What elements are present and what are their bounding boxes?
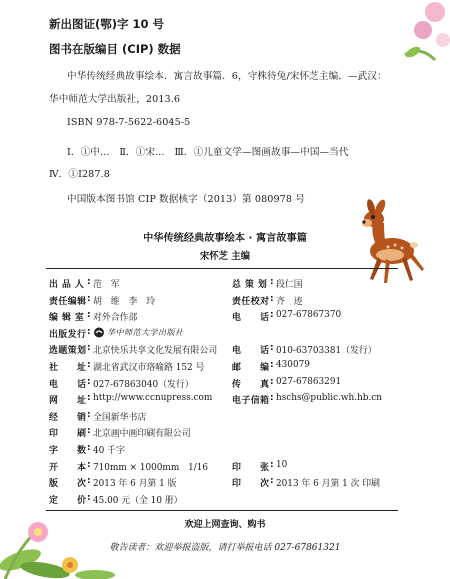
- detail-label: 电 话: [49, 379, 87, 390]
- detail-colon: :: [87, 476, 91, 487]
- detail-label: 选题策划: [49, 346, 87, 357]
- detail-value: 对外合作部: [93, 313, 138, 324]
- detail-label: 网 址: [49, 396, 87, 407]
- detail-row: [0, 493, 450, 507]
- anti-piracy-notice: 敬告读者：欢迎举报盗版，请打举报电话 027-67861321: [109, 543, 341, 553]
- detail-row: [0, 343, 450, 357]
- detail-value-right: 027-67867370: [276, 310, 342, 321]
- detail-colon: :: [87, 326, 91, 337]
- detail-label: 印 刷: [49, 429, 87, 440]
- detail-colon-right: :: [270, 293, 274, 304]
- detail-label-right: 责任校对: [232, 296, 270, 307]
- detail-colon: :: [87, 393, 91, 404]
- detail-label: 字 数: [49, 446, 87, 456]
- detail-value: http://www.ccnupress.com: [93, 393, 213, 404]
- detail-row: [0, 294, 450, 308]
- detail-value: [93, 327, 184, 338]
- detail-value: 湖北省武汉市珞喻路 152 号: [93, 363, 205, 373]
- publisher-name: 华中师范大学出版社: [107, 327, 184, 337]
- detail-label: 版 次: [49, 479, 87, 490]
- cip-record-line2: 华中师范大学出版社，2013.6: [49, 94, 181, 105]
- detail-value-right: 010-63703381（发行）: [276, 346, 377, 357]
- flower-decoration-top-right: [395, 0, 450, 70]
- detail-value: 40 千字: [93, 446, 125, 456]
- detail-value: 45.00 元（全 10 册）: [93, 495, 183, 506]
- chief-editor: 宋怀芝 主编: [199, 251, 251, 262]
- isbn: ISBN 978-7-5622-6045-5: [67, 117, 191, 128]
- detail-value: 胡 维 李 玲: [93, 296, 156, 307]
- publisher-logo-icon: [93, 327, 105, 338]
- detail-colon: :: [87, 293, 91, 304]
- detail-colon: :: [87, 492, 91, 503]
- detail-label: 编 辑 室: [49, 313, 85, 324]
- detail-colon: :: [87, 343, 91, 354]
- detail-colon: :: [87, 409, 91, 420]
- detail-label: 责任编辑: [49, 296, 87, 307]
- detail-colon-right: :: [270, 376, 274, 387]
- detail-value-right: 2013 年 6 月第 1 次 印刷: [276, 479, 381, 490]
- detail-row: [0, 443, 450, 457]
- detail-label-right: 总 策 划: [232, 280, 268, 290]
- detail-colon: :: [87, 459, 91, 470]
- detail-value: 全国新华书店: [93, 412, 147, 423]
- detail-label: 开 本: [49, 462, 87, 473]
- detail-colon-right: :: [270, 343, 274, 354]
- detail-colon-right: :: [270, 277, 274, 287]
- detail-colon: :: [87, 360, 91, 370]
- classification-line1: Ⅰ．①中… Ⅱ．①宋… Ⅲ．①儿童文学—图画故事—中国—当代: [67, 147, 349, 158]
- detail-colon: :: [87, 376, 91, 387]
- detail-label-right: 印 次: [232, 479, 270, 490]
- detail-row: [0, 460, 450, 474]
- detail-label-right: 电子信箱: [232, 396, 270, 407]
- detail-row: [0, 310, 450, 324]
- detail-value-right: 齐 迹: [276, 296, 303, 307]
- detail-value-right: 027-67863291: [276, 376, 342, 387]
- publication-permit: 新出图证(鄂)字 10 号: [49, 17, 165, 31]
- divider-bottom: [46, 510, 398, 511]
- classification-line2: Ⅳ．①I287.8: [49, 169, 110, 180]
- cip-title: 图书在版编目 (CIP) 数据: [49, 42, 181, 56]
- divider-top: [46, 268, 398, 269]
- detail-colon: :: [87, 443, 91, 453]
- detail-row: [0, 377, 450, 391]
- detail-value-right: 430079: [276, 360, 310, 370]
- detail-value: 710mm × 1000mm 1/16: [93, 462, 209, 473]
- detail-colon: :: [87, 310, 91, 321]
- detail-label: 出 品 人: [49, 280, 85, 290]
- detail-value-right: hschs@public.wh.hb.cn: [276, 393, 382, 404]
- detail-colon-right: :: [270, 476, 274, 487]
- detail-label-right: 电 话: [232, 346, 270, 357]
- detail-row: [0, 360, 450, 374]
- detail-label: 社 址: [49, 363, 87, 373]
- detail-value-right: 段仁国: [276, 280, 303, 290]
- detail-row: [0, 393, 450, 407]
- detail-colon-right: :: [270, 459, 274, 470]
- detail-row: [0, 410, 450, 424]
- detail-label: 经 销: [49, 412, 87, 423]
- detail-row: [0, 426, 450, 440]
- detail-label: 出版发行: [49, 329, 87, 340]
- detail-value: 027-67863040（发行）: [93, 379, 194, 390]
- detail-value: 2013 年 6 月第 1 版: [93, 479, 177, 490]
- cip-record-line1: 中华传统经典故事绘本．寓言故事篇．6，守株待兔/宋怀芝主编．—武汉：: [67, 71, 387, 82]
- detail-label-right: 传 真: [232, 379, 270, 390]
- detail-label-right: 电 话: [232, 313, 270, 324]
- detail-row: [0, 476, 450, 490]
- detail-colon-right: :: [270, 360, 274, 370]
- detail-colon-right: :: [270, 393, 274, 404]
- detail-value: 北京快乐共享文化发展有限公司: [93, 346, 218, 357]
- detail-colon: :: [87, 277, 91, 287]
- detail-value-right: 10: [276, 459, 288, 470]
- cip-core-data: 中国版本图书馆 CIP 数据核字（2013）第 080978 号: [67, 194, 305, 205]
- detail-colon-right: :: [270, 310, 274, 321]
- detail-colon: :: [87, 426, 91, 437]
- detail-label: 定 价: [49, 495, 87, 506]
- detail-row: [0, 327, 450, 341]
- book-title: 中华传统经典故事绘本 · 寓言故事篇: [143, 233, 307, 244]
- detail-label-right: 邮 编: [232, 363, 270, 373]
- detail-value: 北京画中画印刷有限公司: [93, 429, 191, 440]
- welcome-text: 欢迎上网查询、购书: [184, 520, 266, 530]
- detail-label-right: 印 张: [232, 462, 270, 473]
- detail-row: [0, 277, 450, 291]
- detail-value: 范 军: [93, 280, 120, 290]
